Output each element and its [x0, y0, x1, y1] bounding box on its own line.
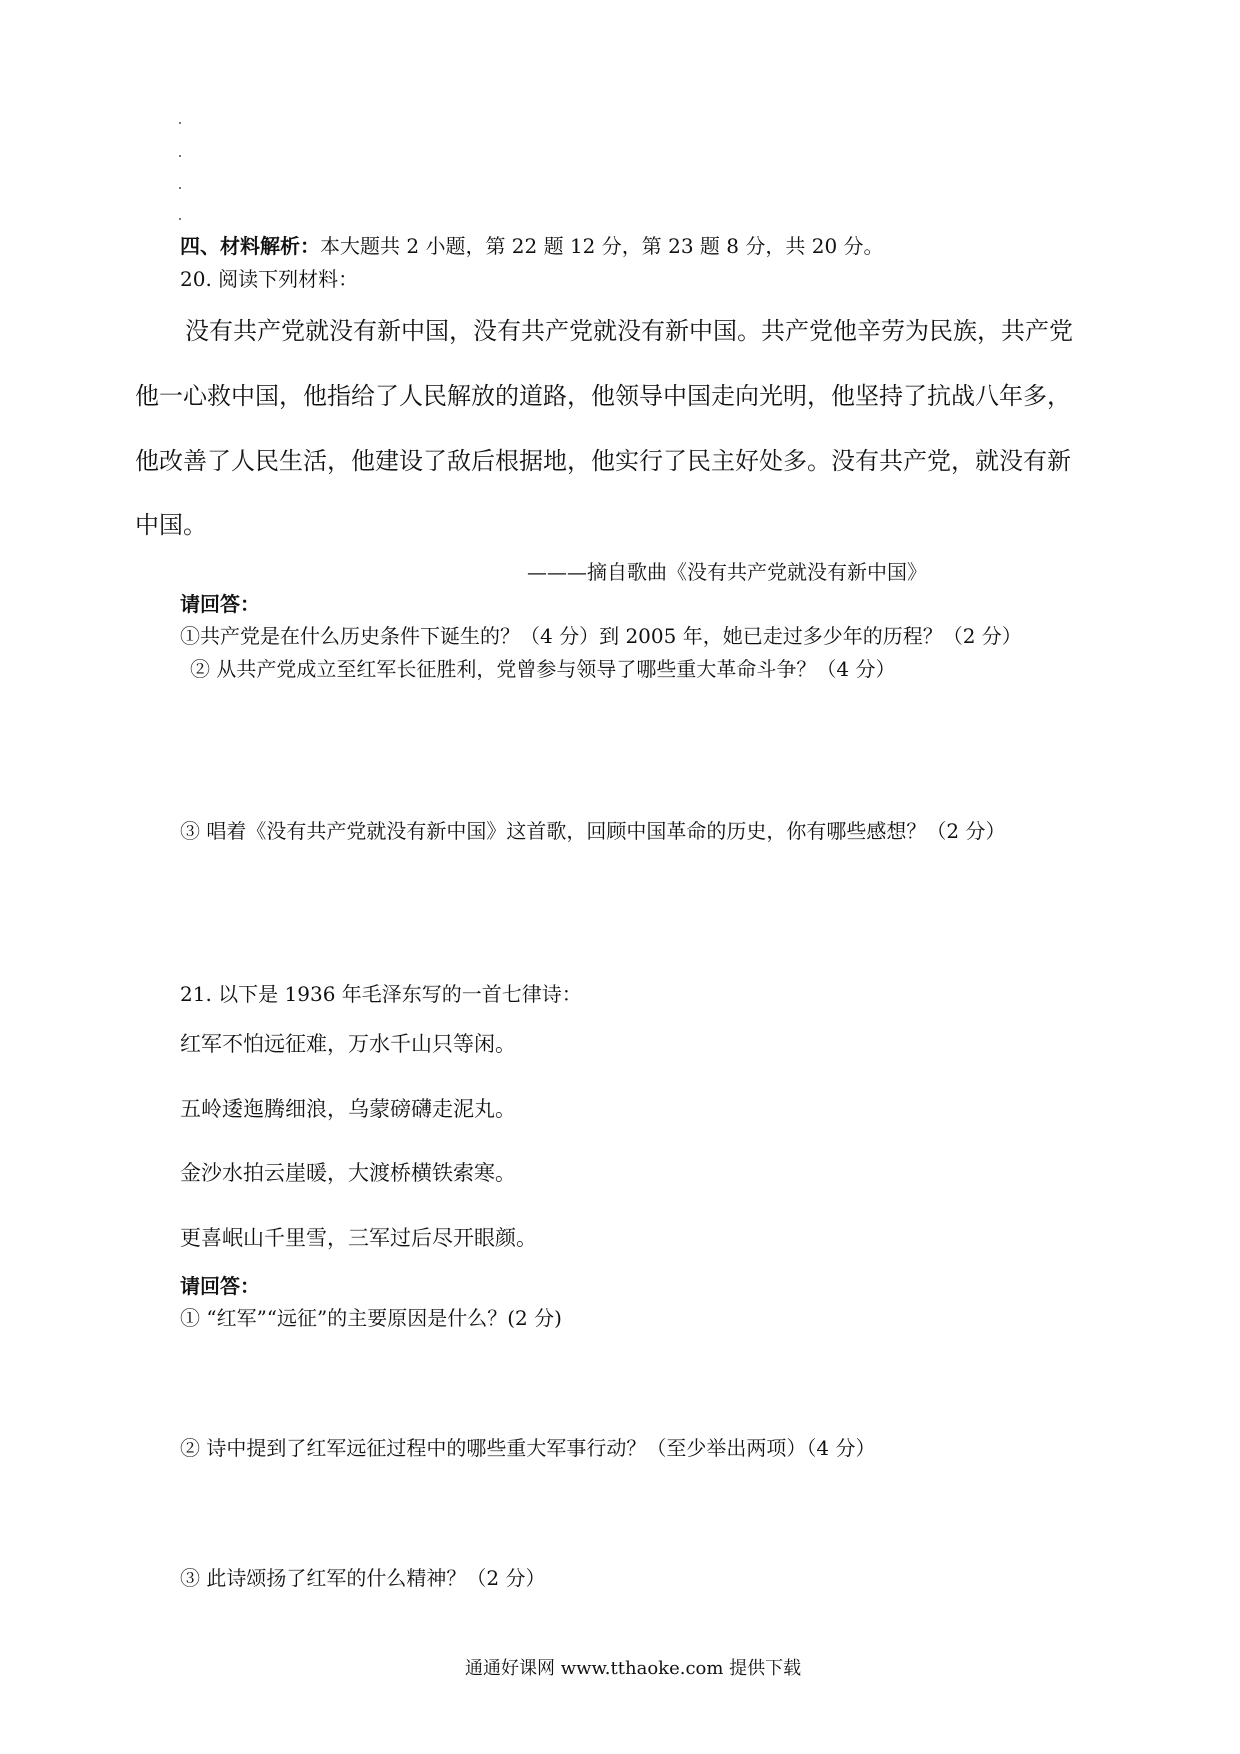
- q21-intro: 21. 以下是 1936 年毛泽东写的一首七律诗：: [180, 982, 582, 1006]
- q20-question-2: ② 从共产党成立至红军长征胜利，党曾参与领导了哪些重大革命斗争？（4 分）: [190, 657, 896, 681]
- q20-material-line: 没有共产党就没有新中国，没有共产党就没有新中国。共产党他辛劳为民族，共产党: [185, 317, 1073, 345]
- q20-question-3: ③ 唱着《没有共产党就没有新中国》这首歌，回顾中国革命的历史，你有哪些感想？（2 分）: [180, 819, 1006, 843]
- q20-ask-label: 请回答：: [180, 592, 260, 616]
- section-heading: 四、材料解析：: [180, 234, 320, 258]
- q21-ask-label: 请回答：: [180, 1274, 260, 1298]
- section-header: [180, 234, 884, 258]
- scan-dot: [179, 218, 181, 220]
- q21-question-3: ③ 此诗颂扬了红军的什么精神？（2 分）: [180, 1566, 546, 1590]
- q21-poem-line: 金沙水拍云崖暖，大渡桥横铁索寒。: [180, 1161, 516, 1185]
- q21-poem-line: 红军不怕远征难，万水千山只等闲。: [180, 1032, 516, 1056]
- scan-dot: [179, 155, 181, 157]
- q21-question-2: ② 诗中提到了红军远征过程中的哪些重大军事行动？（至少举出两项）（4 分）: [180, 1436, 876, 1460]
- q21-poem-line: 更喜岷山千里雪，三军过后尽开眼颜。: [180, 1226, 537, 1250]
- q20-intro: 20. 阅读下列材料：: [180, 267, 359, 291]
- q20-material-line: 他一心救中国，他指给了人民解放的道路，他领导中国走向光明，他坚持了抗战八年多，: [135, 382, 1071, 410]
- q21-question-1: ① “红军”“远征”的主要原因是什么？(2 分): [180, 1306, 562, 1330]
- q20-material-line: 中国。: [135, 511, 207, 539]
- scan-dot: [179, 122, 181, 124]
- q20-question-1: ①共产党是在什么历史条件下诞生的？（4 分）到 2005 年，她已走过多少年的历程？（2 分）: [180, 624, 1022, 648]
- scan-dot: [179, 187, 181, 189]
- page-footer: 通通好课网 www.tthaoke.com 提供下载: [465, 1658, 802, 1679]
- section-instructions: 本大题共 2 小题，第 22 题 12 分，第 23 题 8 分，共 20 分。: [320, 234, 884, 258]
- q20-material-line: 他改善了人民生活，他建设了敌后根据地，他实行了民主好处多。没有共产党，就没有新: [135, 447, 1071, 475]
- q21-poem-line: 五岭逶迤腾细浪，乌蒙磅礴走泥丸。: [180, 1097, 516, 1121]
- q20-source: ———摘自歌曲《没有共产党就没有新中国》: [527, 560, 927, 584]
